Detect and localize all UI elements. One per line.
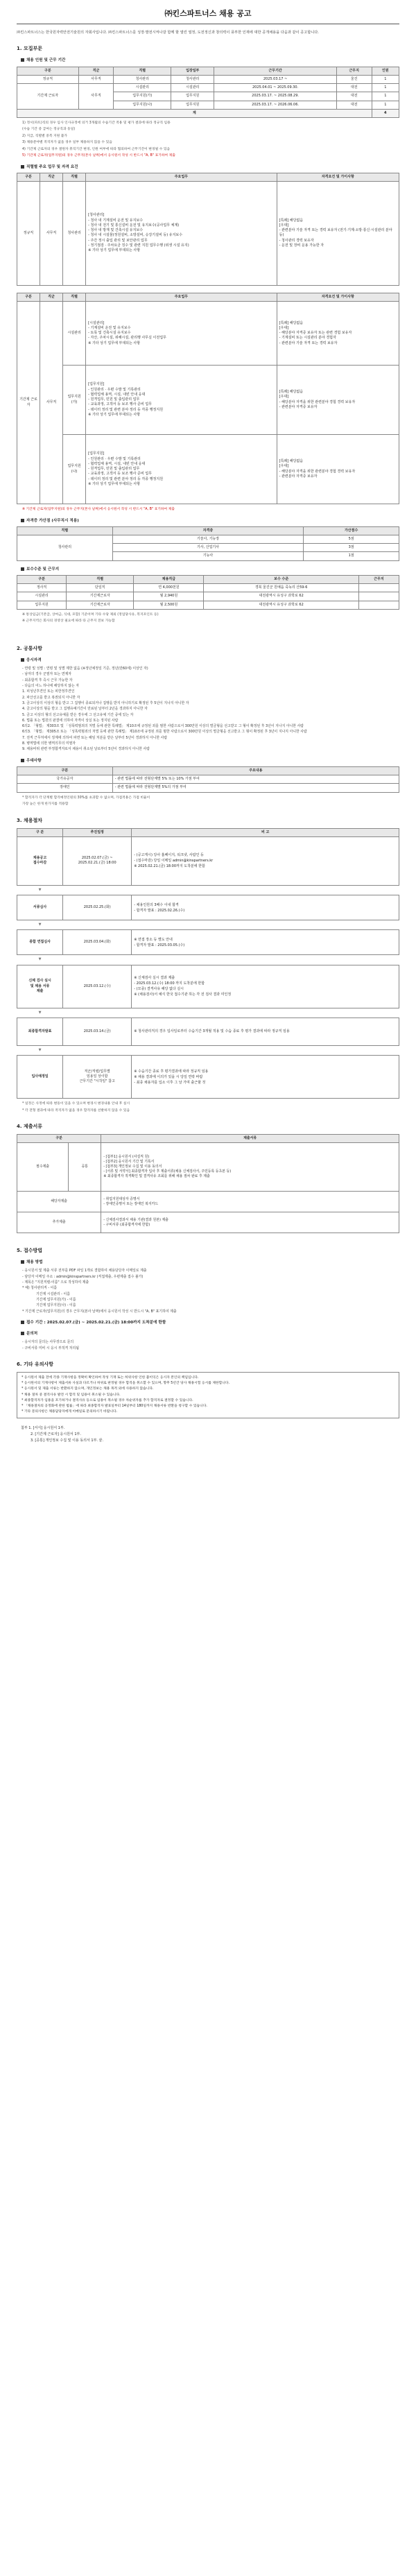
table-total-row: 계 4 bbox=[17, 109, 399, 117]
list-item: 4. 금고이상의 형을 받고 그 집행유예기간이 만료된 날부터 2년을 경과하지 아니한 자 bbox=[22, 707, 148, 712]
table-row: 청사관리 기술사, 기능장 5점 bbox=[17, 535, 399, 543]
table-row: 기능사 1점 bbox=[17, 552, 399, 560]
list-item: * 「채용절차의 공정화에 관한 법률」에 따라 최종합격자 발표일부터 14일부터 180일까지 채용서류 반환을 청구할 수 있습니다. bbox=[21, 1404, 207, 1408]
table-row: 필수제출 공통 - [첨부1] 응시원서 (사설직 원) - [첨부2] 응시원서 기간 및 기록서 - [첨부3] 개인정보 수집 및 이용 동의서 - [서류 및 서약서] 최종합격자 입사 후 제출서류(채용 신체검사서, 주민등록 등초본 등) ※ 최종합격자 적격확인 및 결격사유 조회를 위해 채용 절차 완료 후 제출 bbox=[17, 1143, 399, 1192]
list-item: 8. 병역법에 의한 병역의무의 미필자 bbox=[22, 741, 76, 746]
arrow-down-icon: ▼ bbox=[38, 1010, 42, 1015]
list-item: * 예) 청사관리직 - 이름 bbox=[22, 1286, 58, 1291]
list-item: - 제목은 "지원직렬-이름" 으로 작성하여 제출 bbox=[22, 1280, 89, 1285]
list-item: 9. 채용비위 관련 부정합격자로서 채용이 취소된 날로부터 5년이 경과하지 아니한 사람 bbox=[22, 747, 150, 752]
list-item: 5. 금고 이상의 형의 선고유예를 받은 경우에 그 선고유예 기간 중에 있는 자 bbox=[22, 712, 134, 717]
duty-note: ※ 기간제 근로자(업무지원)의 경우 근무지(본사 날짜)에서 응시원서 작성 시 반드시 "A, B" 표기하여 제출 bbox=[22, 508, 175, 512]
square-bullet-icon bbox=[21, 759, 24, 762]
page-title: ㈜킨스파트너스 채용 공고 bbox=[17, 8, 399, 24]
section-caution-heading: 6. 기타 유의사항 bbox=[17, 1361, 53, 1367]
table-row: 업무지원(가) 업무지원 2025.03.17. ~ 2025.08.29. 대전 1 bbox=[17, 92, 399, 101]
subsection-deadline: 접수 기간 : 2025.02.07.(금) ~ 2025.02.21.(금) 18:00까지 도착분에 한함 bbox=[21, 1320, 399, 1325]
subsection-cert: 자격증 가산점 (사무직시 적용) bbox=[21, 518, 399, 524]
table-header: 직군 bbox=[78, 67, 114, 75]
arrow-down-icon: ▼ bbox=[38, 1047, 42, 1052]
contact-list bbox=[22, 1339, 399, 1351]
square-bullet-icon bbox=[21, 165, 24, 169]
list-item: 6의3. 「형법」 제305조 또는 「성폭력범죄의 처벌 등에 관한 특례법」 제10조에 규정된 죄를 범한 사람으로서 300만원 이상의 벌금형을 선고받고 그 형이 확정된 후 3년이 지나지 아니한 사람 bbox=[22, 730, 307, 735]
list-item: 3. 금고이상의 이상의 형을 받고 그 집행이 종료되거나 집행을 받지 아니하기로 확정된 후 5년이 지나지 아니한 자 bbox=[22, 701, 189, 705]
table-row: 정사직 단일직 연 4,000천원 경북 울진군 원예읍 죽녹리 산59-6 bbox=[17, 584, 399, 592]
table-header: 근무기간 bbox=[214, 67, 337, 75]
docs-table: 구분 제출서류 필수제출 공통 - [첨부1] 응시원서 (사설직 원) - [첨부2] 응시원서 기간 및 기록서 - [첨부3] 개인정보 수집 및 이용 동의서 - [서류 및 서약서] 최종합격자 입사 후 제출서류(채용 신체검사서, 주민등록 등초본 등) ※ 최종합격자 적격확인 및 결격사유 조회를 위해 채용 절차 완료 후 제출 해당자제출 - 취업지원대상자 증명서 - 장애인증명서 또는 장애인 복지카드 추가제출 - 신체검사결과서 채용 기관(결과 원본) 제출 - 구비서류 (최종합격자에 한함) bbox=[17, 1134, 399, 1233]
table-row: 업무지원(나) [업무지원] - 인원관리 · 우편 수발 및 기록관리 - 협력업체 용역, 시설, 내빈 안내 응대 - 원격업무, 민원 및 출입관리 업무 - 교육과정, 고객서 등 보조 행사 준비 업무 - 데이터 정리 및 관련 분야 정리 등 각종 행정지원 ※ 기타 상기 업무에 부대되는 사항 [특례] 해당없음 [우대] - 해당분야 자격을 위한 관련분야 경험 경력 보유자 - 관련분야 자격증 보유자 bbox=[17, 435, 399, 504]
subsection-preference: 우대사항 bbox=[21, 758, 399, 764]
list-item: 2. 파산선고를 받고 복권되지 아니한 자 bbox=[22, 695, 80, 700]
preference-table: 구분 주요내용 국가유공자 - 관련 법률에 따라 전형단계별 5% 또는 10% 가점 부여 장애인 - 관련 법률에 따라 전형단계별 5%의 가점 부여 bbox=[17, 766, 399, 793]
table-row: 업무지원(나) 업무지원 2025.03.17. ~ 2026.06.06. 대전 1 bbox=[17, 101, 399, 109]
list-item: * 응시원서의 기재사항이 제출서류 사실과 다르거나 허위로 판정될 경우 합격을 취소할 수 있으며, 향후 5년간 당사 채용시험 응시를 제한합니다. bbox=[21, 1382, 230, 1386]
table-row: 업무지원 기간제근로자 월 2,500원 대전광역시 유성구 과학로 62 bbox=[17, 601, 399, 609]
duty-table-regular: 구분 직군 직렬 주요업무 자격요건 및 가이사항 정규직 사무직 청사관리 [청사관리] - 청사 내 기계설비 운전 및 유지보수 - 청사 내 전기 및 통신설비 운전 및 유지보수(공사업무 체계) - 청사 내 방재 및 건축시설 유지보수 - 청사 내 시설물(정원설비, 소방설비, 승강기설비 등) 유지보수 - 주간 정시 출입 관리 및 보안관리 업무 - 정기점검 · 주차요금 징수 및 관련 지원 업무수행 (위생 시설 유지) ※ 기타 상기 업무에 부대되는 사항 [특례] 해당없음 [우대] - 관련분야 기술 자격 또는 경력 보유자 (전기·기계·소방·통신·시설관리 분야 등) - 청사관리 경력 보유자 - 운전 및 장비 운용 가능한 자 bbox=[17, 173, 399, 286]
list-item: 1. 피성년후견인 또는 피한정후견인 bbox=[22, 689, 75, 694]
square-bullet-icon bbox=[21, 658, 24, 662]
process-step: 신체 검사 실시 및 채용 서류 제출 2025.03.12.(수) ※ 신체검사 실시 결과 제출 - 2025.03.12.(수) 18:00 까지 도착분에 한함 - (모종) 결격사유 해당 없다 실시 ※ (채용검사)서 예식 한국 접수기관 하는 각 전 검사 결과 미인정 bbox=[17, 965, 399, 1008]
process-step: 종합 면접심사 2025.03.04.(화) ※ 면접 장소 등 별도 안내 - 합격자 발표 : 2025.03.05.(수) bbox=[17, 930, 399, 955]
list-item: 6. 법률 또는 법원의 판결에 의하여 자격이 상실 또는 정지된 사람 bbox=[22, 718, 119, 723]
subsection-eligibility: 응시자격 bbox=[21, 658, 399, 663]
list-item: * 기간제 근로자(업무지원)의 경우 근무지(본사 날짜)에서 응시원서 작성 시 반드시 "A, B" 표기하여 제출 bbox=[22, 1309, 177, 1314]
subsection-apply-method: 채용 방법 bbox=[21, 1260, 399, 1265]
list-item: - 최종합격 후 즉시 근무 가능한 자 bbox=[22, 678, 73, 682]
table-row: 시설관리 기간제근로자 월 2,940원 대전광역시 유성구 과학로 62 bbox=[17, 592, 399, 601]
section-recruit-heading: 1. 모집부문 bbox=[17, 46, 43, 52]
list-item: - 다음의 어느 하나에 해당하지 않는 자 bbox=[22, 683, 79, 688]
intro-text: ㈜킨스파트너스는 한국원자력안전기술원의 자회사입니다. ㈜킨스파트너스를 성장·발전시켜나갈 함께 할 열린 열정, 도전정신과 창의력이 풍부한 인재에 대한 공개채용을 다음과 같이 공고합니다. bbox=[17, 30, 319, 35]
process-step: 입사예정일 직군/직렬/업무별 임용일 상이함 근무기간 "시작일" 참고 ※ 수습기간 종료 후 평가결과에 따라 정규직 임용 ※ 채용 결과에 이의가 있을 시 당일 연락 바람 - 최종 채용자를 입소 이후 그 날 가며 출근할 것 bbox=[17, 1056, 399, 1099]
list-item: 기간제 시설관리 - 이름 bbox=[36, 1291, 70, 1296]
caution-box bbox=[17, 1372, 399, 1418]
arrow-down-icon: ▼ bbox=[38, 887, 42, 892]
square-bullet-icon bbox=[21, 519, 24, 522]
table-row: 정규직 사무직 청사관리 청사관리 2025.03.17 ~ 울진 1 bbox=[17, 75, 399, 83]
arrow-down-icon: ▼ bbox=[38, 922, 42, 927]
list-item: - 남자의 경우 군필자 또는 면제자 bbox=[22, 672, 71, 677]
list-item: - 연령 및 성별 : 연령 및 성별 제한 없음 (※정년예정일 기준, 정년(만60세) 이상인 자) bbox=[22, 666, 148, 671]
table-row: 기간제 근로자 사무직 시설관리 [시설관리] - 기계설비 운전 및 유지보수 - 토목 및 건축시설 유지보수 - 자산, 주차시설, 위해시설, 관리행 사무실 이전업무 ※ 기타 상기 업무에 부대되는 사항 [특례] 해당없음 [우대] - 해당분야 자격증 보유자 또는 관련 경험 보유자 - 기계설비 또는 시설관리 분야 경험자 - 관련분야 기술 자격 또는 경력 보유자 bbox=[17, 302, 399, 366]
list-item: - 구비서류 미비 시 응시 부적격 처리됨 bbox=[22, 1346, 79, 1350]
subsection-duties: 직렬별 주요 업무 및 자격 요건 bbox=[21, 164, 399, 170]
square-bullet-icon bbox=[21, 1260, 24, 1264]
list-item: * 최종합격자가 임용을 포기하거나 결격사유 등으로 임용이 취소될 경우 차순위자를 추가 합격자로 결정할 수 있습니다. bbox=[21, 1398, 193, 1402]
list-item: - 응시원서 및 제출 서류 전부를 PDF 파일 1개로 결합하여 채용담당자 이메일로 제출 bbox=[22, 1269, 147, 1273]
table-row: 업무지원(가) [업무지원] - 인원관리 · 우편 수발 및 기록관리 - 협력업체 용역, 시설, 내빈 안내 응대 - 원격업무, 민원 및 출입관리 업무 - 교육과정, 고객서 등 보조 행사 준비 업무 - 데이터 정리 및 관련 분야 정리 등 각종 행정지원 ※ 기타 상기 업무에 부대되는 사항 [특례] 해당없음 [우대] - 해당분야 자격을 위한 관련분야 경험 경력 보유자 - 관련분야 자격증 보유자 bbox=[17, 366, 399, 435]
section-docs-heading: 4. 제출서류 bbox=[17, 1123, 43, 1129]
section-apply-heading: 5. 접수방법 bbox=[17, 1248, 43, 1254]
table-row: 기간제 근로자 사무직 시설관리 시설관리 2025.04.01 ~ 2025.09.30. 대전 1 bbox=[17, 84, 399, 92]
attachment-item: 2. [기간제 근로자] 응시원서 1부. bbox=[31, 1432, 81, 1437]
square-bullet-icon bbox=[21, 58, 24, 62]
table-header: 입장일부 bbox=[171, 67, 214, 75]
attachment-item: 3. [공통] 개인정보 수집 및 이용 동의서 1부. 끝. bbox=[31, 1439, 104, 1443]
attachment-item: 첨부 1. [서식] 응시원서 1부. bbox=[21, 1426, 65, 1431]
table-row: 장애인 - 관련 법률에 따라 전형단계별 5%의 가점 부여 bbox=[17, 784, 399, 792]
table-header: 직렬 bbox=[114, 67, 171, 75]
eligibility-list bbox=[22, 666, 399, 753]
arrow-down-icon: ▼ bbox=[38, 957, 42, 962]
process-table: 구 분 추진일정 비 고 채용공고 접수마감 2025.02.07.(금) ~ 2025.02.21.(금) 18:00 - (공고게시) 당사 홈페이지, 워크넷, 사람인 등 - (접수마감) 당일 이메일 admin@kinspartners.kr ※ 2025.02.21.(금) 18:00까지 도착분에 한함 ▼ 서류심사 2025.02.25.(화) - 채용인원의 3배수 이내 합격 - 합격자 발표 : 2025.02.26.(수) ▼ 종합 면접심사 2025.03.04.(화) ※ 면접 장소 등 별도 안내 - 합격자 발표 : 2025.03.05.(수) ▼ 신체 검사 실시 및 채용 서류 제출 2025.03.12.(수) ※ 신체검사 실시 결과 제출 - 2025.03.12.(수) 18:00 까지 도착분에 한함 - (모종) 결격사유 해당 없다 실시 ※ (채용검사)서 예식 한국 접수기관 하는 각 전 검사 결과 미인정 ▼ 최종합격자발표 2025.03.14.(금) ※ 청사관리직의 경우 입사일로부터 수습기간 3개월 적용 및 수습 종료 후 평가 결과에 따라 정규직 임용 ▼ 입사예정일 직군/직렬/업무별 임용일 상이함 근무기간 "시작일" 참고 ※ 수습기간 종료 후 평가결과에 따라 정규직 임용 ※ 채용 결과에 이의가 있을 시 당일 연락 바람 - 최종 채용자를 입소 이후 그 날 가며 출근할 것 bbox=[17, 828, 399, 1099]
table-row: 국가유공자 - 관련 법률에 따라 전형단계별 5% 또는 10% 가점 부여 bbox=[17, 775, 399, 784]
section-process-heading: 3. 채용절차 bbox=[17, 817, 43, 823]
table-header: 근무지 bbox=[336, 67, 372, 75]
list-item: 기간제 업무지원(가) - 이름 bbox=[36, 1298, 76, 1303]
list-item: 기간제 업무지원(나) - 이름 bbox=[36, 1303, 76, 1308]
list-item: * 응시원서 및 제출 서류는 반환하지 않으며, 개인정보는 채용 목적 외에 사용하지 않습니다. bbox=[21, 1387, 154, 1391]
duty-table-contract: 구분 직군 직렬 주요업무 자격요건 및 가이사항 기간제 근로자 사무직 시설관리 [시설관리] - 기계설비 운전 및 유지보수 - 토목 및 건축시설 유지보수 - 자산, 주차시설, 위해시설, 관리행 사무실 이전업무 ※ 기타 상기 업무에 부대되는 사항 [특례] 해당없음 [우대] - 해당분야 자격증 보유자 또는 관련 경험 보유자 - 기계설비 또는 시설관리 분야 경험자 - 관련분야 기술 자격 또는 경력 보유자 업무지원(가) [업무지원] - 인원관리 · 우편 수발 및 기록관리 - 협력업체 용역, 시설, 내빈 안내 응대 - 원격업무, 민원 및 출입관리 업무 - 교육과정, 고객서 등 보조 행사 준비 업무 - 데이터 정리 및 관련 분야 정리 등 각종 행정지원 ※ 기타 상기 업무에 부대되는 사항 [특례] 해당없음 [우대] - 해당분야 자격을 위한 관련분야 경험 경력 보유자 - 관련분야 자격증 보유자 업무지원(나) [업무지원] - 인원관리 · 우편 수발 및 기록관리 - 협력업체 용역, 시설, 내빈 안내 응대 - 원격업무, 민원 및 출입관리 업무 - 교육과정, 고객서 등 보조 행사 준비 업무 - 데이터 정리 및 관련 분야 정리 등 각종 행정지원 ※ 기타 상기 업무에 부대되는 사항 [특례] 해당없음 [우대] - 해당분야 자격을 위한 관련분야 경험 경력 보유자 - 관련분야 자격증 보유자 bbox=[17, 293, 399, 504]
square-bullet-icon bbox=[21, 567, 24, 571]
subsection-contact: 문의처 bbox=[21, 1331, 399, 1337]
section-common-heading: 2. 공통사항 bbox=[17, 645, 43, 651]
apply-method-list bbox=[22, 1268, 399, 1314]
square-bullet-icon bbox=[21, 1332, 24, 1335]
attachments bbox=[17, 1425, 399, 1444]
process-step: 채용공고 접수마감 2025.02.07.(금) ~ 2025.02.21.(금) 18:00 - (공고게시) 당사 홈페이지, 워크넷, 사람인 등 - (접수마감) 당일 이메일 admin@kinspartners.kr ※ 2025.02.21.(금) 18:00까지 도착분에 한함 bbox=[17, 836, 399, 885]
table-row: 정규직 사무직 청사관리 [청사관리] - 청사 내 기계설비 운전 및 유지보수 - 청사 내 전기 및 통신설비 운전 및 유지보수(공사업무 체계) - 청사 내 방재 및 건축시설 유지보수 - 청사 내 시설물(정원설비, 소방설비, 승강기설비 등) 유지보수 - 주간 정시 출입 관리 및 보안관리 업무 - 정기점검 · 주차요금 징수 및 관련 지원 업무수행 (위생 시설 유지) ※ 기타 상기 업무에 부대되는 사항 [특례] 해당없음 [우대] - 관련분야 기술 자격 또는 경력 보유자 (전기·기계·소방·통신·시설관리 분야 등) - 청사관리 경력 보유자 - 운전 및 장비 운용 가능한 자 bbox=[17, 181, 399, 285]
subsection-recruit-count: 채용 인원 및 근무 기간 bbox=[21, 58, 399, 63]
list-item: * 채용 절차 중 결격사유 발견 시 합격 및 임용이 취소될 수 있습니다. bbox=[21, 1393, 121, 1397]
square-bullet-icon bbox=[21, 1321, 24, 1324]
list-item: * 응시원서 제출 전에 각종 기재사항을 정확히 확인하여 작성 기재 또는 허위사항 인한 불이익은 응시자 본인의 책임입니다. bbox=[21, 1376, 199, 1380]
recruitment-notice: ㈜킨스파트너스 채용 공고 ㈜킨스파트너스는 한국원자력안전기술원의 자회사입니다. ㈜킨스파트너스를 성장·발전시켜나갈 함께 할 열린 열정, 도전정신과 창의력이 풍부한 인재에 대한 공개채용을 다음과 같이 공고합니다. 1. 모집부문 채용 인원 및 근무 기간 구분 직군 직렬 입장일부 근무기간 근무지 인원 정규직 사무직 청사관리 청사관리 2025.03.17 ~ 울진 1 기간제 근로자 사무직 시설관리 시설관리 2025.04.01 ~ 2025.09.30. 대전 1 업무지원(가) 업무지원 2025.03.17. ~ 2025.08.29. 대전 1 업무지원(나) 업무지원 2025.03.17. ~ 2026.06.06. 대전 1 계 4 1) 정시(파트)직의 경우 입사 인사규정에 의거 3개월의 수습기간 적용 및 평가 결과에 따라 정규직 임용 (수습 기간 중 급여는 정규직과 동일) 2) 지급, 직렬별 중복 지원 불가 3) 채용분야별 적격자가 없을 경우 일부 채용하지 않을 수 있음 4) 기간제 근로자의 경우 결원자 휴직기간 변경, 인원 여부에 따라 협의하여 근무기간이 변경될 수 있음 5) 기간제 근로자(업무지원)의 경우 근무지(본사 날짜)에서 응시원서 작성 시 반드시 "A, B" 표기하여 제출 직렬별 주요 업무 및 자격 요건 구분 직군 직렬 주요업무 자격요건 및 가이사항 정규직 사무직 청사관리 [청사관리] - 청사 내 기계설비 운전 및 유지보수 - 청사 내 전기 및 통신설비 운전 및 유지보수(공사업무 체계) - 청사 내 방재 및 건축시설 유지보수 - 청사 내 시설물(정원설비, 소방설비, 승강기설비 등) 유지보수 - 주간 정시 출입 관리 및 보안관리 업무 - 정기점검 · 주차요금 징수 및 관련 지원 업무수행 (위생 시설 유지) ※ 기타 상기 업무에 부대되는 사항 [특례] 해당없음 [우대] - 관련분야 기술 자격 또는 경력 보유자 (전기·기계·소방·통신·시설관리 분야 등) - 청사관리 경력 보유자 - 운전 및 장비 운용 가능한 자 구분 직군 직렬 주요업무 자격요건 및 가이사항 기간제 근로자 사무직 시설관리 [시설관리] - 기계설비 운전 및 유지보수 - 토목 및 건축시설 유지보수 - 자산, 주차시설, 위해시설, 관리행 사무실 이전업무 ※ 기타 상기 업무에 부대되는 사항 [특례] 해당없음 [우대] - 해당분야 자격증 보유자 또는 관련 경험 보유자 - 기계설비 또는 시설관리 분야 경험자 - 관련분야 기술 자격 또는 경력 보유자 업무지원(가) [업무지원] - 인원관리 · 우편 수발 및 기록관리 - 협력업체 용역, 시설, 내빈 안내 응대 - 원격업무, 민원 및 출입관리 업무 - 교육과정, 고객서 등 보조 행사 준비 업무 - 데이터 정리 및 관련 분야 정리 등 각종 행정지원 ※ 기타 상기 업무에 부대되는 사항 [특례] 해당없음 [우대] - 해당분야 자격을 위한 관련분야 경험 경력 보유자 - 관련분야 자격증 보유자 업무지원(나) [업무지원] - 인원관리 · 우편 수발 및 기록관리 - 협력업체 용역, 시설, 내빈 안내 응대 - 원격업무, 민원 및 출입관리 업무 - 교육과정, 고객서 등 보조 행사 준비 업무 - 데이터 정리 및 관련 분야 정리 등 각종 행정지원 ※ 기타 상기 업무에 부대되는 사항 [특례] 해당없음 [우대] - 해당분야 자격을 위한 관련분야 경험 경력 보유자 - 관련분야 자격증 보유자 ※ 기간제 근로자(업무지원)의 경우 근무지(본사 날짜)에서 응시원서 작성 시 반드시 "A, B" 표기하여 제출 자격증 가산점 (사무직시 적용) 직렬 자격증 가산점수 청사관리 기술사, 기능장 5점 기사, 산업기사 3점 기능사 1점 보수수준 및 근무지 구분 직렬 채용직급 보수 수준 근무지 정사직 단일직 연 4,000천원 경북 울진군 원예읍 죽녹리 산59-6 시설관리 기간제근로자 월 2,940원 대전광역시 유성구 과학로 62 업무지원 기간제근로자 월 2,500원 대전광역시 유성구 과학로 62 ※ 통상임금(기본급, 상여금, 식대, 포함) 기준이며 기타 수당 제외 (정업당사유, 복지포인트 등) ※ 근무지역은 회사의 경영상 필요에 따라 타 근무지 전보 가능함 2. 공통사항 응시자격 - 연령 및 성별 : 연령 및 성별 제한 없음 (※정년예정일 기준, 정년(만60세) 이상인 자) - 남자의 경우 군필자 또는 면제자 - 최종합격 후 즉시 근무 가능한 자 - 다음의 어느 하나에 해당하지 않는 자 1. 피성년후견인 또는 피한정후견인 2. 파산선고를 받고 복권되지 아니한 자 3. 금고이상의 이상의 형을 받고 그 집행이 종료되거나 집행을 받지 아니하기로 확정된 후 5년이 지나지 아니한 자 4. 금고이상의 형을 받고 그 집행유예기간이 만료된 날부터 2년을 경과하지 아니한 자 5. 금고 이상의 형의 선고유예를 받은 경우에 그 선고유예 기간 중에 있는 자 6. 법률 또는 법원의 판결에 의하여 자격이 상실 또는 정지된 사람 6의2. 「형법」 제303조 및 「성폭력범죄의 처벌 등에 관한 특례법」 제10조에 규정된 죄를 범한 사람으로서 300만원 이상의 벌금형을 선고받고 그 형이 확정된 후 3년이 지나지 아니한 사람 6의3. 「형법」 제305조 또는 「성폭력범죄의 처벌 등에 관한 특례법」 제10조에 규정된 죄를 범한 사람으로서 300만원 이상의 벌금형을 선고받고 그 형이 확정된 후 3년이 지나지 아니한 사람 7. 전직 근무처에서 징계에 의하여 파면 또는 해임 처분을 받은 날부터 5년이 경과하지 아니한 사람 8. 병역법에 의한 병역의무의 미필자 9. 채용비위 관련 부정합격자로서 채용이 취소된 날로부터 5년이 경과하지 아니한 사람 우대사항 구분 주요내용 국가유공자 - 관련 법률에 따라 전형단계별 5% 또는 10% 가점 부여 장애인 - 관련 법률에 따라 전형단계별 5%의 가점 부여 * 합격자가 각 단계별 합격예정인원의 30%를 초과할 수 없으며, 가점적용은 가점 비율이 가장 높은 한개 한가지를 적용함 3. 채용절차 구 분 추진일정 비 고 채용공고 접수마감 2025.02.07.(금) ~ 2025.02.21.(금) 18:00 - (공고게시) 당사 홈페이지, 워크넷, 사람인 등 - (접수마감) 당일 이메일 admin@kinspartners.kr ※ 2025.02.21.(금) 18:00까지 도착분에 한함 ▼ 서류심사 2025.02.25.(화) - 채용인원의 3배수 이내 합격 - 합격자 발표 : 2025.02.26.(수) ▼ 종합 면접심사 2025.03.04.(화) ※ 면접 장소 등 별도 안내 - 합격자 발표 : 2025.03.05.(수) ▼ 신체 검사 실시 및 채용 서류 제출 2025.03.12.(수) ※ 신체검사 실시 결과 제출 - 2025.03.12.(수) 18:00 까지 도착분에 한함 - (모종) 결격사유 해당 없다 실시 ※ (채용검사)서 예식 한국 접수기관 하는 각 전 검사 결과 미인정 ▼ 최종합격자발표 2025.03.14.(금) ※ 청사관리직의 경우 입사일로부터 수습기간 3개월 적용 및 수습 종료 후 평가 결과에 따라 정규직 임용 ▼ 입사예정일 직군/직렬/업무별 임용일 상이함 근무기간 "시작일" 참고 ※ 수습기간 종료 후 평가결과에 따라 정규직 임용 ※ 채용 결과에 이의가 있을 시 당일 연락 바람 - 최종 채용자를 입소 이후 그 날 가며 출근할 것 * 일정은 사정에 따라 변동이 있을 수 있으며 변경시 변경내용 안내 후 실시 * 각 전형 결과에 따라 적격자가 없을 경우 합격자를 선발하지 않을 수 있음 4. 제출서류 구분 제출서류 필수제출 공통 - [첨부1] 응시원서 (사설직 원) - [첨부2] 응시원서 기간 및 기록서 - [첨부3] 개인정보 수집 및 이용 동의서 - [서류 및 서약서] 최종합격자 입사 후 제출서류(채용 신체검사서, 주민등록 등초본 등) ※ 최종합격자 적격확인 및 결격사유 조회를 위해 채용 절차 완료 후 제출 해당자제출 - 취업지원대상자 증명서 - 장애인증명서 또는 장애인 복지카드 추가제출 - 신체검사결과서 채용 기관(결과 원본) 제출 - 구비서류 (최종합격자에 한함) 5. 접수방법 채용 방법 - 응시원서 및 제출 서류 전부를 PDF 파일 1개로 결합하여 채용담당자 이메일로 제출 - 담당자 이메일 주소 : admin@kinspartners.kr (직접제출, 우편제출 접수 불가) - 제목은 "지원직렬-이름" 으로 작성하여 제출 * 예) 청사관리직 - 이름 기간제 시설관리 - 이름 기간제 업무지원(가) - 이름 기간제 업무지원(나) - 이름 * 기간제 근로자(업무지원)의 경우 근무지(본사 날짜)에서 응시원서 작성 시 반드시 "A, B" 표기하여 제출 접수 기간 : 2025.02.07.(금) ~ 2025.02.21.(금) 18:00까지 도착분에 한함 문의처 - 응시자의 문의는 사무장으로 문의 - 구비서류 미비 시 응시 부적격 처리됨 6. 기타 유의사항 * 응시원서 제출 전에 각종 기재사항을 정확히 확인하여 작성 기재 또는 허위사항 인한 불이익은 응시자 본인의 책임입니다. * 응시원서의 기재사항이 제출서류 사실과 다르거나 허위로 판정될 경우 합격을 취소할 수 있으며, 향후 5년간 당사 채용시험 응시를 제한합니다. * 응시원서 및 제출 서류는 반환하지 않으며, 개인정보는 채용 목적 외에 사용하지 않습니다. * 채용 절차 중 결격사유 발견 시 합격 및 임용이 취소될 수 있습니다. * 최종합격자가 임용을 포기하거나 결격사유 등으로 임용이 취소될 경우 차순위자를 추가 합격자로 결정할 수 있습니다. * 「채용절차의 공정화에 관한 법률」에 따라 최종합격자 발표일부터 14일부터 180일까지 채용서류 반환을 청구할 수 있습니다. * 기타 문의사항은 채용담당자에게 이메일로 문의하시기 바랍니다. 첨부 1. [서식] 응시원서 1부. 2. [기간제 근로자] 응시원서 1부. 3. [공통] 개인정보 수집 및 이용 동의서 1부. 끝. bbox=[0, 0, 416, 1458]
table-header: 인원 bbox=[372, 67, 399, 75]
pay-table: 구분 직렬 채용직급 보수 수준 근무지 정사직 단일직 연 4,000천원 경북 울진군 원예읍 죽녹리 산59-6 시설관리 기간제근로자 월 2,940원 대전광역시 유성구 과학로 62 업무지원 기간제근로자 월 2,500원 대전광역시 유성구 과학로 62 bbox=[17, 575, 399, 610]
table-row: 해당자제출 - 취업지원대상자 증명서 - 장애인증명서 또는 장애인 복지카드 bbox=[17, 1192, 399, 1212]
cert-table: 직렬 자격증 가산점수 청사관리 기술사, 기능장 5점 기사, 산업기사 3점 기능사 1점 bbox=[17, 526, 399, 561]
list-item: * 기타 문의사항은 채용담당자에게 이메일로 문의하시기 바랍니다. bbox=[21, 1409, 118, 1414]
table-row: 추가제출 - 신체검사결과서 채용 기관(결과 원본) 제출 - 구비서류 (최종합격자에 한함) bbox=[17, 1212, 399, 1233]
subsection-pay: 보수수준 및 근무지 bbox=[21, 567, 399, 572]
list-item: - 응시자의 문의는 사무장으로 문의 bbox=[22, 1340, 74, 1345]
apply-email[interactable]: - 담당자 이메일 주소 : admin@kinspartners.kr (직접제출, 우편제출 접수 불가) bbox=[22, 1274, 144, 1279]
list-item: 6의2. 「형법」 제303조 및 「성폭력범죄의 처벌 등에 관한 특례법」 제10조에 규정된 죄를 범한 사람으로서 300만원 이상의 벌금형을 선고받고 그 형이 확정된 후 3년이 지나지 아니한 사람 bbox=[22, 724, 304, 729]
list-item: 7. 전직 근무처에서 징계에 의하여 파면 또는 해임 처분을 받은 날부터 5년이 경과하지 아니한 사람 bbox=[22, 735, 168, 740]
recruit-table bbox=[17, 67, 399, 119]
process-step: 최종합격자발표 2025.03.14.(금) ※ 청사관리직의 경우 입사일로부터 수습기간 3개월 적용 및 수습 종료 후 평가 결과에 따라 정규직 임용 bbox=[17, 1017, 399, 1045]
process-step: 서류심사 2025.02.25.(화) - 채용인원의 3배수 이내 합격 - 합격자 발표 : 2025.02.26.(수) bbox=[17, 895, 399, 920]
table-row: 기사, 산업기사 3점 bbox=[17, 544, 399, 552]
recruit-notes: 1) 정시(파트)직의 경우 입사 인사규정에 의거 3개월의 수습기간 적용 및 평가 결과에 따라 정규직 임용 (수습 기간 중 급여는 정규직과 동일) 2) 지급, 직렬별 중복 지원 불가 3) 채용분야별 적격자가 없을 경우 일부 채용하지 않을 수 있음 4) 기간제 근로자의 경우 결원자 휴직기간 변경, 인원 여부에 따라 협의하여 근무기간이 변경될 수 있음 5) 기간제 근로자(업무지원)의 경우 근무지(본사 날짜)에서 응시원서 작성 시 반드시 "A, B" 표기하여 제출 bbox=[22, 121, 175, 158]
table-header: 구분 bbox=[17, 67, 79, 75]
